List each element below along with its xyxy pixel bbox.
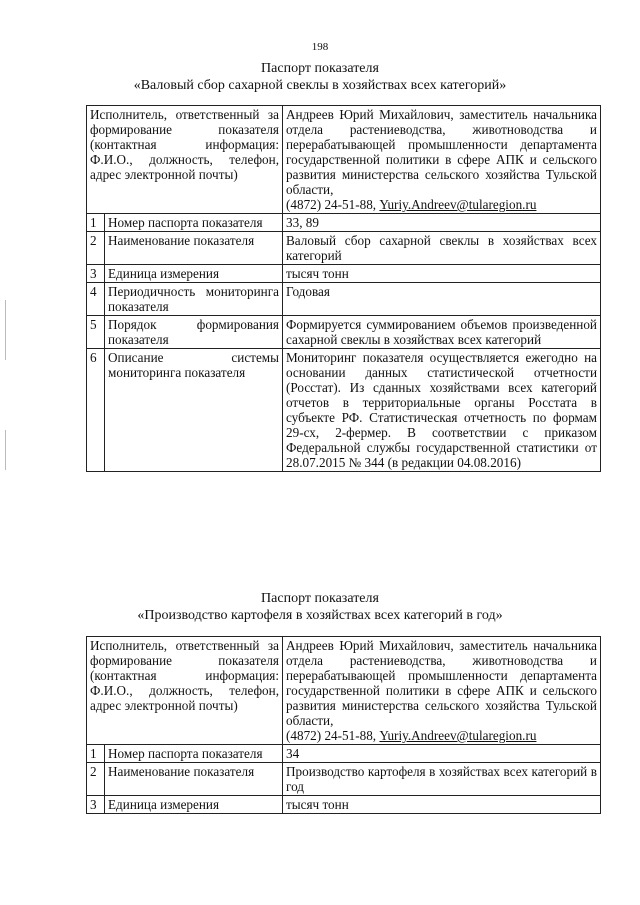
row-value: 33, 89	[283, 214, 601, 232]
title-indicator-name: «Валовый сбор сахарной свеклы в хозяйствах всех категорий»	[133, 78, 507, 93]
executor-email-link[interactable]: Yuriy.Andreev@tularegion.ru	[379, 197, 537, 212]
row-label: Наименование показателя	[105, 763, 283, 796]
row-number: 4	[87, 283, 105, 316]
table-row	[87, 316, 601, 349]
row-number: 2	[87, 232, 105, 265]
row-label: Периодичность мониторинга показателя	[105, 283, 283, 316]
title-heading: Паспорт показателя	[261, 591, 379, 606]
page-number: 198	[311, 41, 329, 53]
row-number: 3	[87, 265, 105, 283]
title-indicator-name: «Производство картофеля в хозяйствах всех категорий в год»	[137, 608, 503, 623]
executor-phone: (4872) 24-51-88,	[286, 728, 380, 743]
passport-title-2	[0, 590, 640, 624]
executor-text: Андреев Юрий Михайлович, заместитель начальника отдела растениеводства, животноводства и перерабатывающей промышленности департамента государственной политики в сфере АПК и сельского развития министерства сельского хозяйства Тульской области,	[286, 638, 597, 728]
row-value: тысяч тонн	[283, 265, 601, 283]
executor-phone: (4872) 24-51-88,	[286, 197, 380, 212]
table-row-executor	[87, 637, 601, 745]
row-label: Порядок формирования показателя	[105, 316, 283, 349]
passport-title-1	[0, 60, 640, 94]
passport-table-2	[86, 636, 601, 814]
executor-value	[283, 106, 601, 214]
row-label: Номер паспорта показателя	[105, 214, 283, 232]
executor-label: Исполнитель, ответственный за формирование показателя (контактная информация: Ф.И.О., должность, телефон, адрес электронной почты)	[87, 637, 283, 745]
row-value: тысяч тонн	[283, 796, 601, 814]
table-row	[87, 349, 601, 472]
table-row	[87, 283, 601, 316]
table-row-executor	[87, 106, 601, 214]
row-label: Описание системы мониторинга показателя	[105, 349, 283, 472]
table-row	[87, 232, 601, 265]
row-value: Валовый сбор сахарной свеклы в хозяйствах всех категорий	[283, 232, 601, 265]
executor-email-link[interactable]: Yuriy.Andreev@tularegion.ru	[379, 728, 537, 743]
row-value: Годовая	[283, 283, 601, 316]
row-value: Мониторинг показателя осуществляется ежегодно на основании данных статистической отчетности (Росстат). Из сданных хозяйствами всех категорий отчетов в территориальные органы Росстата в субъекте РФ. Статистическая отчетность по формам 29-сх, 2-фермер. В соответствии с приказом Федеральной службы государственной статистики от 28.07.2015 № 344 (в редакции 04.08.2016)	[283, 349, 601, 472]
table-row	[87, 796, 601, 814]
row-number: 5	[87, 316, 105, 349]
executor-text: Андреев Юрий Михайлович, заместитель начальника отдела растениеводства, животноводства и перерабатывающей промышленности департамента государственной политики в сфере АПК и сельского развития министерства сельского хозяйства Тульской области,	[286, 107, 597, 197]
row-label: Наименование показателя	[105, 232, 283, 265]
scan-artifact-line	[5, 300, 6, 360]
title-heading: Паспорт показателя	[261, 61, 379, 76]
table-row	[87, 763, 601, 796]
row-number: 1	[87, 214, 105, 232]
table-row	[87, 745, 601, 763]
table-row	[87, 265, 601, 283]
row-label: Номер паспорта показателя	[105, 745, 283, 763]
row-number: 6	[87, 349, 105, 472]
executor-value	[283, 637, 601, 745]
row-number: 3	[87, 796, 105, 814]
passport-table-1	[86, 105, 601, 472]
row-number: 2	[87, 763, 105, 796]
table-row	[87, 214, 601, 232]
row-value: Производство картофеля в хозяйствах всех категорий в год	[283, 763, 601, 796]
executor-label: Исполнитель, ответственный за формирование показателя (контактная информация: Ф.И.О., должность, телефон, адрес электронной почты)	[87, 106, 283, 214]
scan-artifact-line	[5, 430, 6, 470]
row-value: 34	[283, 745, 601, 763]
row-value: Формируется суммированием объемов произведенной сахарной свеклы в хозяйствах всех категорий	[283, 316, 601, 349]
row-label: Единица измерения	[105, 265, 283, 283]
row-label: Единица измерения	[105, 796, 283, 814]
row-number: 1	[87, 745, 105, 763]
